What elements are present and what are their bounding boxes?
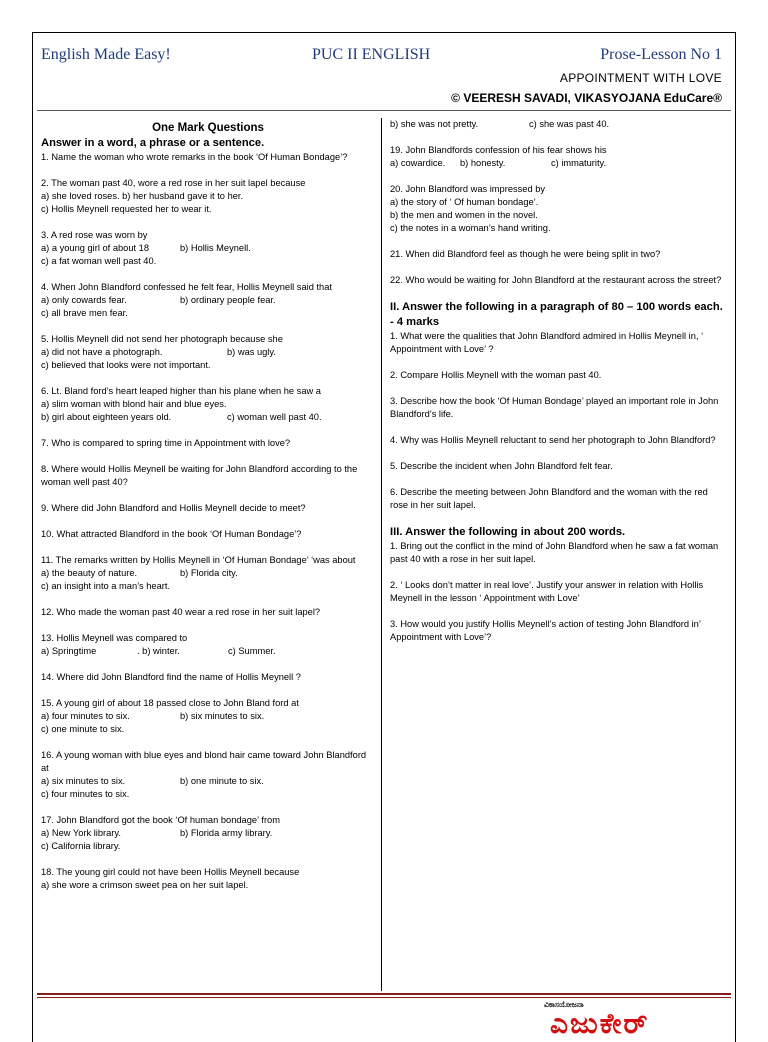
lesson-title: APPOINTMENT WITH LOVE	[559, 71, 722, 85]
option-c: c) the notes in a woman’s hand writing.	[390, 223, 551, 233]
essay-question-1	[390, 540, 728, 566]
question-17	[41, 814, 375, 853]
question-text: 1. What were the qualities that John Blandford admired in Hollis Meynell in, ‘ Appointment with Love’ ?	[390, 331, 704, 354]
question-text: 9. Where did John Blandford and Hollis Meynell decide to meet?	[41, 503, 306, 513]
section-instruction: Answer in a word, a phrase or a sentence.	[41, 137, 265, 149]
column-divider	[381, 118, 382, 991]
essay-question-3	[390, 618, 728, 644]
question-text: 19. John Blandfords confession of his fear shows his	[390, 145, 607, 155]
essay-question-2	[390, 579, 728, 605]
question-3	[41, 229, 375, 268]
question-text: 2. The woman past 40, wore a red rose in her suit lapel because	[41, 178, 306, 188]
question-7	[41, 437, 375, 450]
question-10	[41, 528, 375, 541]
question-9	[41, 502, 375, 515]
question-text: 1. Bring out the conflict in the mind of John Blandford when he saw a fat woman past 40 with a rose in her suit lapel.	[390, 541, 719, 564]
option-a: a) only cowards fear.	[41, 295, 127, 305]
option-c: c) Hollis Meynell requested her to wear it.	[41, 204, 212, 214]
question-text: 17. John Blandford got the book ‘Of human bondage’ from	[41, 815, 280, 825]
footer-rule-thin	[37, 997, 731, 998]
question-text: 14. Where did John Blandford find the name of Hollis Meynell ?	[41, 672, 301, 682]
question-text: 1. Name the woman who wrote remarks in the book ‘Of Human Bondage’?	[41, 152, 348, 162]
header-subject: PUC II ENGLISH	[312, 46, 431, 63]
option-a: a) the story of ‘ Of human bondage’.	[390, 197, 539, 207]
option-c: c) an insight into a man’s heart.	[41, 581, 171, 591]
option-a: a) four minutes to six.	[41, 711, 130, 721]
option-b: b) ordinary people fear.	[180, 295, 276, 305]
question-text: 6. Describe the meeting between John Blandford and the woman with the red rose in her suit lapel.	[390, 487, 708, 510]
question-text: 2. ‘ Looks don’t matter in real love’. Justify your answer in relation with Hollis Meynell in the lesson ‘ Appointment with Love’	[390, 580, 704, 603]
header-brand: English Made Easy!	[41, 46, 171, 63]
option-c: c) she was past 40.	[529, 119, 610, 129]
question-15	[41, 697, 375, 736]
question-20	[390, 183, 728, 235]
header-rule	[37, 110, 731, 111]
question-text: 16. A young woman with blue eyes and blond hair came toward John Blandford at	[41, 750, 367, 773]
option-a: a) did not have a photograph.	[41, 347, 163, 357]
question-text: 3. A red rose was worn by	[41, 230, 148, 240]
header-lesson: Prose-Lesson No 1	[600, 46, 722, 63]
option-a: a) slim woman with blond hair and blue eyes.	[41, 399, 227, 409]
option-b: b) was ugly.	[227, 347, 276, 357]
question-12	[41, 606, 375, 619]
option-b: b) one minute to six.	[180, 776, 264, 786]
question-text: 18. The young girl could not have been Hollis Meynell because	[41, 867, 300, 877]
question-text: 4. When John Blandford confessed he felt fear, Hollis Meynell said that	[41, 282, 332, 292]
question-13	[41, 632, 375, 658]
right-column	[390, 118, 728, 657]
option-b: b) Florida city.	[180, 568, 238, 578]
question-2	[41, 177, 375, 216]
paragraph-question-3	[390, 395, 728, 421]
left-column	[41, 118, 375, 905]
question-text: 4. Why was Hollis Meynell reluctant to send her photograph to John Blandford?	[390, 435, 716, 445]
option-a: a) six minutes to six.	[41, 776, 126, 786]
option-c: c) believed that looks were not important.	[41, 360, 211, 370]
question-text: 22. Who would be waiting for John Blandford at the restaurant across the street?	[390, 275, 722, 285]
question-1	[41, 151, 375, 164]
question-text: 15. A young girl of about 18 passed close to John Bland ford at	[41, 698, 299, 708]
question-11	[41, 554, 375, 593]
paragraph-question-6	[390, 486, 728, 512]
option-c: c) California library.	[41, 841, 121, 851]
option-b: b) Florida army library.	[180, 828, 273, 838]
option-b: b) honesty.	[460, 158, 506, 168]
copyright-line: © VEERESH SAVADI, VIKASYOJANA EduCare®	[451, 91, 722, 105]
question-text: 11. The remarks written by Hollis Meynell in ‘Of Human Bondage’ ‘was about	[41, 555, 356, 565]
question-text: 3. Describe how the book ‘Of Human Bondage’ played an important role in John Blandford’s life.	[390, 396, 719, 419]
question-14	[41, 671, 375, 684]
question-text: 21. When did Blandford feel as though he were being split in two?	[390, 249, 661, 259]
option-c: c) all brave men fear.	[41, 308, 128, 318]
question-21	[390, 248, 728, 261]
question-text: 13. Hollis Meynell was compared to	[41, 633, 188, 643]
footer-rule	[37, 993, 731, 995]
option-a: a) a young girl of about 18	[41, 243, 150, 253]
question-text: 5. Describe the incident when John Blandford felt fear.	[390, 461, 613, 471]
section-3-heading: III. Answer the following in about 200 words.	[390, 526, 626, 538]
question-6	[41, 385, 375, 424]
option-c: c) woman well past 40.	[227, 412, 322, 422]
option-b: b) she was not pretty.	[390, 119, 479, 129]
option-b: b) the men and women in the novel.	[390, 210, 538, 220]
option-b: b) girl about eighteen years old.	[41, 412, 172, 422]
option-c: c) a fat woman well past 40.	[41, 256, 157, 266]
question-text: 2. Compare Hollis Meynell with the woman past 40.	[390, 370, 602, 380]
option-a: a) New York library.	[41, 828, 121, 838]
option-c: c) four minutes to six.	[41, 789, 130, 799]
option-a: a) cowardice.	[390, 158, 446, 168]
question-22	[390, 274, 728, 287]
question-8	[41, 463, 375, 489]
logo-text: ಎಜುಕೇರ್	[550, 1008, 650, 1039]
logo-tagline: ವಿಕಾಸಯೋಜನಾ	[544, 1000, 584, 1009]
paragraph-question-1	[390, 330, 728, 356]
option-c: c) Summer.	[228, 646, 276, 656]
option-b: b) six minutes to six.	[180, 711, 265, 721]
question-text: 3. How would you justify Hollis Meynell’s action of testing John Blandford in’ Appointment with Love’?	[390, 619, 701, 642]
option-a: a) Springtime	[41, 646, 97, 656]
question-19	[390, 144, 728, 170]
question-18	[41, 866, 375, 892]
question-text: 10. What attracted Blandford in the book ‘Of Human Bondage’?	[41, 529, 302, 539]
option-c: c) one minute to six.	[41, 724, 125, 734]
section-title: One Mark Questions	[152, 122, 264, 134]
question-text: 6. Lt. Bland ford’s heart leaped higher than his plane when he saw a	[41, 386, 321, 396]
paragraph-question-4	[390, 434, 728, 447]
question-text: 20. John Blandford was impressed by	[390, 184, 546, 194]
section-2-heading: II. Answer the following in a paragraph of 80 – 100 words each. - 4 marks	[390, 301, 723, 328]
paragraph-question-2	[390, 369, 728, 382]
question-text: 8. Where would Hollis Meynell be waiting for John Blandford according to the woman well past 40?	[41, 464, 358, 487]
question-text: 12. Who made the woman past 40 wear a red rose in her suit lapel?	[41, 607, 321, 617]
educare-logo	[550, 1008, 690, 1039]
options-ab: a) she loved roses. b) her husband gave it to her.	[41, 191, 244, 201]
option-b: . b) winter.	[137, 646, 180, 656]
question-text: 7. Who is compared to spring time in Appointment with love?	[41, 438, 291, 448]
question-18-continued	[390, 118, 728, 131]
question-5	[41, 333, 375, 372]
option-b: b) Hollis Meynell.	[180, 243, 251, 253]
option-a: a) she wore a crimson sweet pea on her suit lapel.	[41, 880, 249, 890]
paragraph-question-5	[390, 460, 728, 473]
option-c: c) immaturity.	[551, 158, 607, 168]
question-4	[41, 281, 375, 320]
option-a: a) the beauty of nature.	[41, 568, 138, 578]
question-16	[41, 749, 375, 801]
question-text: 5. Hollis Meynell did not send her photograph because she	[41, 334, 283, 344]
